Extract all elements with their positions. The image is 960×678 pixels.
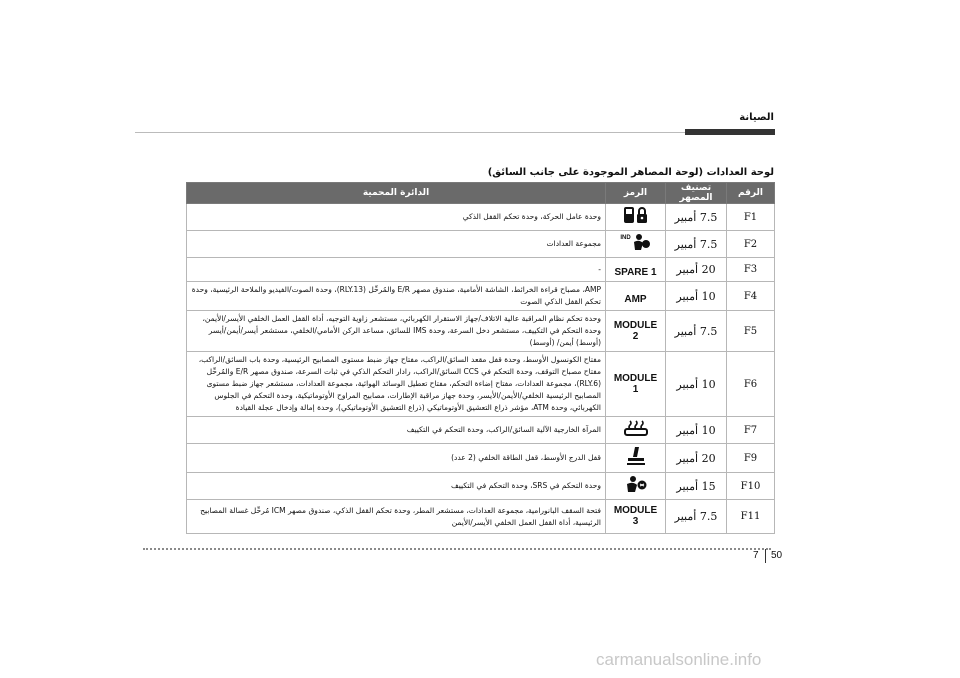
column-header-number: الرقم xyxy=(727,183,775,204)
page-number: 50 xyxy=(771,550,783,561)
footer-rule xyxy=(143,548,771,550)
fuse-capacity: 20 أمبير xyxy=(666,258,727,282)
fuse-symbol xyxy=(606,500,666,534)
fuse-circuit: فتحة السقف البانورامية، مجموعة العدادات، مستشعر المطر، وحدة تحكم القفل الذكي، صندوق مصهر ICM مُرحِّل غسالة المصابيح الرئيسية، أداة القفل العمل الخلفي الأيسر/الأيمن xyxy=(187,500,606,534)
door-lock-icon xyxy=(623,206,649,228)
table-row xyxy=(187,500,775,534)
fuse-symbol xyxy=(606,444,666,473)
column-header-capacity: تصنيف المصهر xyxy=(666,183,727,204)
table-caption: لوحة العدادات (لوحة المصاهر الموجودة على جانب السائق) xyxy=(487,167,774,178)
fuse-table xyxy=(186,182,775,534)
fuse-circuit: مفتاح الكونسول الأوسط، وحدة قفل مقعد السائق/الراكب، مفتاح جهاز ضبط مستوى المصابيح الرئيسية، وحدة باب السائق/الراكب، مفتاح مصباح التوقف، وحدة التحكم في CCS السائق/الراكب، رادار التحكم الذكي في ثبات السرعة، صندوق مصهر E/R والمُرحِّل (RLY.6)، مجموعة العدادات، مفتاح إضاءة التحكم، مفتاح تعطيل الوسائد الهوائية، مجموعة العدادات، مستشعر جهاز ضبط مستوى المصابيح الرئيسية الخلفي/الأيمن/الأيسر، وحدة جهاز مراقبة الإطارات، مصابيح المراوح الأوتوماتيكية، وحدة التحكم في الجلوس الكهربائي، وحدة ATM، مؤشر ذراع التعشيق الأوتوماتيكي (ذراع التعشيق الأوتوماتيكي)، وحدة إمالة وإدخال عجلة القيادة xyxy=(187,352,606,417)
fuse-circuit: وحدة التحكم في SRS، وحدة التحكم في التكييف xyxy=(187,473,606,500)
fuse-symbol xyxy=(606,231,666,258)
title-rule xyxy=(135,132,775,133)
watermark: carmanualsonline.info xyxy=(596,650,762,669)
fuse-circuit: المرآة الخارجية الآلية السائق/الراكب، وحدة التحكم في التكييف xyxy=(187,417,606,444)
table-row xyxy=(187,417,775,444)
fuse-number: F1 xyxy=(727,204,775,231)
fuse-number: F5 xyxy=(727,311,775,352)
fuse-circuit: وحدة تحكم نظام المراقبة عالية الاتلاف/جهاز الاستقرار الكهربائي، مستشعر زاوية التوجيه، أداة القفل العمل الخلفي الأيسر/الأيمن، وحدة التحكم في التكييف، مستشعر دخل السرعة، وحدة IMS للسائق، مساعد الركن الأمامي/الخلفي، مستشعر أيسر/أيمن/أيسر (أوسط) أيمن/ (أوسط) xyxy=(187,311,606,352)
fuse-capacity: 7.5 أمبير xyxy=(666,311,727,352)
fuse-circuit: وحدة عامل الحركة، وحدة تحكم القفل الذكي xyxy=(187,204,606,231)
fuse-symbol xyxy=(606,204,666,231)
fuse-capacity: 20 أمبير xyxy=(666,444,727,473)
fuse-circuit: - xyxy=(187,258,606,282)
fuse-capacity: 10 أمبير xyxy=(666,282,727,311)
table-row xyxy=(187,444,775,473)
fuse-number: F4 xyxy=(727,282,775,311)
fuse-circuit: قفل الدرج الأوسط، قفل الطاقة الخلفي (2 عدد) xyxy=(187,444,606,473)
table-row xyxy=(187,473,775,500)
table-row xyxy=(187,258,775,282)
fuse-number: F6 xyxy=(727,352,775,417)
fuse-symbol xyxy=(606,473,666,500)
fuse-capacity: 7.5 أمبير xyxy=(666,204,727,231)
section-title: الصيانة xyxy=(739,112,774,123)
fuse-symbol xyxy=(606,258,666,282)
fuse-symbol-label: MODULE 1 xyxy=(613,372,658,395)
fuse-symbol-label: IND xyxy=(620,235,631,241)
fuse-symbol-label: MODULE 2 xyxy=(613,319,658,342)
fuse-circuit: AMP، مصباح قراءة الخرائط، الشاشة الأمامية، صندوق مصهر E/R والمُرحِّل (RLY.13)، وحدة الصوت/الفيديو والملاحة الرئيسية، وحدة تحكم القفل الذكي الصوت xyxy=(187,282,606,311)
fuse-symbol xyxy=(606,311,666,352)
seat-heater-icon xyxy=(623,419,649,441)
fuse-number: F10 xyxy=(727,473,775,500)
fuse-capacity: 10 أمبير xyxy=(666,352,727,417)
fuse-capacity: 10 أمبير xyxy=(666,417,727,444)
fuse-number: F7 xyxy=(727,417,775,444)
fuse-symbol xyxy=(606,352,666,417)
fuse-number: F9 xyxy=(727,444,775,473)
airbag-icon xyxy=(624,475,648,497)
table-header-row xyxy=(187,183,775,204)
page-separator xyxy=(765,549,766,563)
fuse-number: F3 xyxy=(727,258,775,282)
column-header-circuit: الدائرة المحمية xyxy=(187,183,606,204)
seat-position-icon xyxy=(625,446,647,470)
title-accent-bar xyxy=(685,129,775,135)
fuse-circuit: مجموعة العدادات xyxy=(187,231,606,258)
fuse-symbol-label: SPARE 1 xyxy=(614,267,657,278)
fuse-symbol xyxy=(606,282,666,311)
table-row xyxy=(187,282,775,311)
fuse-symbol-label: AMP xyxy=(624,293,647,305)
fuse-capacity: 15 أمبير xyxy=(666,473,727,500)
fuse-symbol xyxy=(606,417,666,444)
fuse-capacity: 7.5 أمبير xyxy=(666,500,727,534)
fuse-capacity: 7.5 أمبير xyxy=(666,231,727,258)
column-header-symbol: الرمز xyxy=(606,183,666,204)
airbag-indicator-icon xyxy=(631,233,651,255)
table-row xyxy=(187,311,775,352)
fuse-symbol-label: MODULE 3 xyxy=(613,505,658,527)
fuse-number: F11 xyxy=(727,500,775,534)
table-row xyxy=(187,231,775,258)
table-row xyxy=(187,352,775,417)
table-row xyxy=(187,204,775,231)
chapter-number: 7 xyxy=(753,550,759,561)
fuse-number: F2 xyxy=(727,231,775,258)
